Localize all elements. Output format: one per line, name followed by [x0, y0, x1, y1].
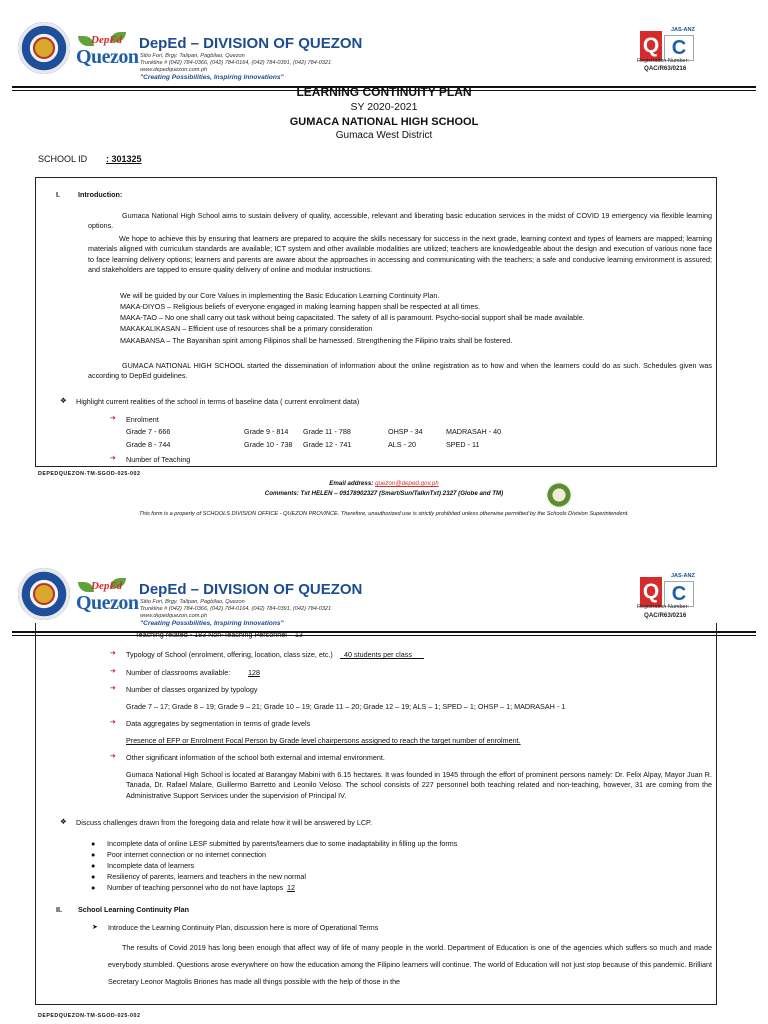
arrow-bullet-icon: ➜	[110, 753, 116, 760]
content-frame	[35, 177, 717, 467]
email-link[interactable]: quezon@deped.gov.ph	[375, 480, 439, 487]
enrolment-label: Enrolment	[126, 415, 159, 424]
form-code: DEPEDQUEZON-TM-SGOD-025-002	[38, 471, 141, 477]
diamond-bullet-icon: ❖	[60, 817, 67, 826]
diamond-bullet-icon: ❖	[60, 396, 67, 405]
address-line: Trunkline # (042) 784-0366, (042) 784-0164, (042) 784-0391, (042) 784-0321	[140, 60, 332, 66]
core-values-intro: We will be guided by our Core Values in implementing the Basic Education Learning Continuity Plan.	[120, 291, 440, 300]
quezon-logo-text: Quezon	[76, 592, 139, 614]
laptops-value: 12	[287, 883, 295, 892]
challenge-item: Number of teaching personnel who do not have laptops	[107, 883, 284, 892]
school-name: GUMACA NATIONAL HIGH SCHOOL	[289, 116, 479, 128]
division-title: DepEd – DIVISION OF QUEZON	[139, 35, 363, 52]
enrolment-cell: Grade 7 - 666	[126, 427, 171, 436]
challenge-item: Resiliency of parents, learners and teachers in the new normal	[107, 872, 306, 881]
bullet-icon: ●	[91, 872, 96, 881]
bullet-icon: ●	[91, 883, 96, 892]
registration-number: QAC/R63/0216	[644, 65, 687, 72]
challenge-item: Incomplete data of online LESF submitted by parents/learners due to some inadaptability in filling up the forms	[107, 839, 458, 848]
enrolment-cell: Grade 10 - 738	[244, 440, 293, 449]
plan-title: LEARNING CONTINUITY PLAN	[296, 85, 472, 99]
bullet-icon: ●	[91, 861, 96, 870]
motto: "Creating Possibilities, Inspiring Innovations"	[140, 74, 284, 81]
enrolment-cell: ALS - 20	[388, 440, 416, 449]
school-id-row	[38, 154, 142, 164]
highlight-prompt: Highlight current realities of the school in terms of baseline data ( current enrolment data)	[76, 397, 360, 406]
jas-anz-label: JAS-ANZ	[671, 573, 695, 579]
enrolment-cell: Grade 8 - 744	[126, 440, 171, 449]
typology-label: Typology of School (enrolment, offering, location, class size, etc.)	[126, 650, 333, 659]
covid-paragraph: The results of Covid 2019 has long been enough that affect way of life of many people in the world. Department of Education is one of the agencies which suffers so much and made everybody stumbled. Questions arose everywhere on how the education among the Filipino learners will continue. The world of Education will not just stop because of this pandemic. Brilliant Secretary Leonor Magtolis Briones has made all things possible with the help of those in the	[108, 943, 712, 986]
address-line: Sitio Fori, Brgy. Talipan, Pagbilao, Quezon	[140, 53, 245, 59]
intro-paragraph: Gumaca National High School aims to sustain delivery of quality, accessible, relevant and liberating basic education services in the midst of COVID 19 emergency via flexible learning options.	[88, 211, 712, 231]
enrolment-cell: Grade 11 - 788	[303, 427, 351, 436]
iso-certification-logo: Q JAS-ANZ C	[640, 573, 702, 617]
enrolment-cell: MADRASAH - 40	[446, 427, 502, 436]
arrow-bullet-icon: ➜	[110, 719, 116, 726]
arrow-bullet-icon: ➜	[110, 415, 116, 422]
school-id-label: SCHOOL ID	[38, 154, 88, 164]
jas-anz-label: JAS-ANZ	[671, 27, 695, 33]
bullet-icon: ●	[91, 850, 96, 859]
intro-paragraph: We hope to achieve this by ensuring that learners are prepared to acquire the skills necessary for success in the next grade, learning context and types of learners are mapped; learning materials aligned with curriculum standards are available; ICT system and other available modalities are utilized; teachers are knowledgeable about the design and execution of various none face to face learning delivery options; learners and parents are aware about the approaches in accessing and communicating with the teachers; a safe and conducive learning environment is assured; and stakeholders are tapped to ensure quality delivery of online and modular instructions.	[88, 234, 712, 275]
deped-quezon-logo	[76, 30, 139, 78]
office-seal-logo	[546, 482, 572, 508]
motto: "Creating Possibilities, Inspiring Innovations"	[140, 620, 284, 627]
email-line	[0, 480, 768, 487]
teaching-related: Teaching related - 183 Non-Teaching Personnel – 13	[135, 630, 303, 639]
disclaimer: This form is a property of SCHOOLS DIVISION OFFICE - QUEZON PROVINCE. Therefore, unauthorized use is strictly prohibited unless otherwise permitted by the Schools Division Superintendent.	[139, 511, 629, 517]
deped-logo-text: DepEd	[91, 34, 123, 46]
core-value-item: MAKA-DIYOS – Religious beliefs of everyone engaged in making learning happen shall be respected at all times.	[120, 302, 480, 311]
quezon-logo-text: Quezon	[76, 46, 139, 68]
section-heading: School Learning Continuity Plan	[78, 905, 190, 914]
section-heading: Introduction:	[78, 190, 123, 199]
intro-paragraph: GUMACA NATIONAL HIGH SCHOOL started the dissemination of information about the online registration as to how and when the learners could do as such. Schedules given was according to DepEd guidelines.	[88, 361, 712, 381]
enrolment-cell: OHSP - 34	[388, 427, 423, 436]
deped-seal-logo	[18, 568, 70, 620]
arrow-bullet-icon: ➜	[110, 455, 116, 462]
classes-label: Number of classes organized by typology	[126, 685, 258, 694]
registration-label: Registration Number:	[637, 58, 689, 64]
section-number: II.	[56, 905, 62, 914]
discuss-prompt: Discuss challenges drawn from the foregoing data and relate how it will be answered by LCP.	[76, 818, 372, 827]
aggregates-value: Presence of EFP or Enrolment Focal Person by Grade level chairpersons assigned to reach the target number of enrolment.	[126, 736, 521, 745]
introduce-prompt: Introduce the Learning Continuity Plan, discussion here is more of Operational Terms	[108, 923, 379, 932]
core-value-item: MAKAKALIKASAN – Efficient use of resources shall be a primary consideration	[120, 324, 373, 333]
deped-quezon-logo	[76, 576, 139, 624]
teaching-label: Number of Teaching	[126, 455, 191, 464]
website: www.depedquezon.com.ph	[140, 613, 208, 619]
form-code: DEPEDQUEZON-TM-SGOD-025-002	[38, 1013, 141, 1019]
address-line: Trunkline # (042) 784-0366, (042) 784-0164, (042) 784-0391, (042) 784-0321	[140, 606, 332, 612]
enrolment-cell: Grade 9 - 814	[244, 427, 289, 436]
address-line: Sitio Fori, Brgy. Talipan, Pagbilao, Quezon	[140, 599, 245, 605]
arrowhead-bullet-icon: ➤	[92, 922, 99, 931]
deped-logo-text: DepEd	[91, 580, 123, 592]
aggregates-label: Data aggregates by segmentation in terms of grade levels	[126, 719, 311, 728]
registration-number: QAC/R63/0216	[644, 612, 687, 619]
registration-label: Registration Number:	[637, 604, 689, 610]
arrow-bullet-icon: ➜	[110, 685, 116, 692]
iso-certification-logo: Q JAS-ANZ C	[640, 27, 702, 71]
letterhead	[0, 0, 768, 88]
school-year: SY 2020-2021	[350, 101, 418, 113]
school-id-value: : 301325	[106, 154, 142, 164]
classrooms-value: 128	[248, 668, 260, 677]
classrooms-label: Number of classrooms available:	[126, 668, 231, 677]
comments-line: Comments: Txt HELEN – 09178902327 (Smart/Sun/TalknTxt) 2327 (Globe and TM)	[264, 490, 504, 497]
document-page-2	[0, 555, 768, 1024]
enrolment-cell: SPED - 11	[446, 440, 480, 449]
enrolment-cell: Grade 12 - 741	[303, 440, 352, 449]
typology-value: _40 students per class___	[340, 650, 424, 659]
arrow-bullet-icon: ➜	[110, 650, 116, 657]
website: www.depedquezon.com.ph	[140, 67, 208, 73]
content-frame	[35, 623, 717, 1005]
other-info-value: Gumaca National High School is located at Barangay Mabini with 6.15 hectares. It was founded in 1945 through the effort of prominent persons namely: Dr. Felix Alpay, Mayor Juan R. Tanada, Dr. Rafael Malare, Guillermo Barretto and Leonilo Veloso. The school consists of 227 personnel both teaching related and non-teaching, however, 31 are coming from the Administrative Support Services under the supervision of Principal IV.	[126, 770, 712, 800]
other-info-label: Other significant information of the school both external and internal environment.	[126, 753, 385, 762]
district-name: Gumaca West District	[335, 130, 433, 141]
bullet-icon: ●	[91, 839, 96, 848]
section-number: I.	[56, 190, 60, 199]
challenge-item: Poor internet connection or no internet connection	[107, 850, 267, 859]
division-title: DepEd – DIVISION OF QUEZON	[139, 581, 363, 598]
core-value-item: MAKA-TAO – No one shall carry out task without being capacitated. The safety of all is paramount. Psycho-social support shall be made available.	[120, 313, 585, 322]
challenge-item: Incomplete data of learners	[107, 861, 195, 870]
email-label: Email address:	[329, 480, 374, 487]
core-value-item: MAKABANSA – The Bayanihan spirit among Filipinos shall be harnessed. Strengthening the Filipino traits shall be fostered.	[120, 336, 513, 345]
deped-seal-logo	[18, 22, 70, 74]
arrow-bullet-icon: ➜	[110, 668, 116, 675]
classes-value: Grade 7 – 17; Grade 8 – 19; Grade 9 – 21; Grade 10 – 19; Grade 11 – 20; Grade 12 – 19; ALS – 1; SPED – 1; OHSP – 1; MADRASAH - 1	[126, 702, 566, 711]
